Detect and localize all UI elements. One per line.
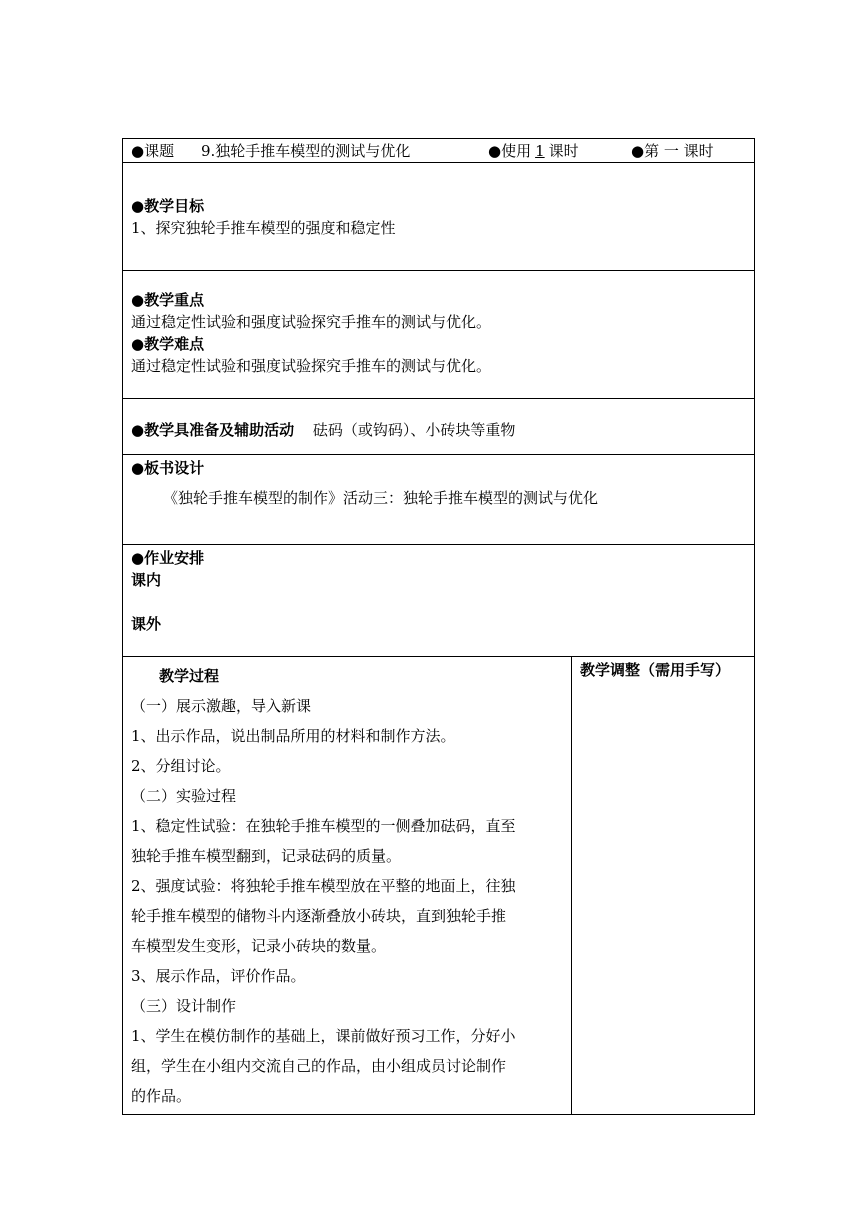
process-line: 2、强度试验：将独轮手推车模型放在平整的地面上，往独 <box>131 877 516 895</box>
process-lines <box>131 691 571 1111</box>
use-hours-value: 1 <box>535 142 545 160</box>
process-row <box>123 657 755 1115</box>
use-prefix: ●使用 <box>488 142 532 160</box>
process-heading: 教学过程 <box>159 667 220 685</box>
process-line: （二）实验过程 <box>131 787 237 805</box>
adjustment-cell <box>572 657 755 1115</box>
objectives-cell <box>123 163 755 271</box>
use-suffix: 课时 <box>548 142 579 160</box>
homework-after-class: 课外 <box>131 615 162 633</box>
homework-row <box>123 545 755 657</box>
preparation-cell <box>123 399 755 455</box>
process-line: 2、分组讨论。 <box>131 757 231 775</box>
process-line: 1、学生在模仿制作的基础上，课前做好预习工作，分好小 <box>131 1027 516 1045</box>
process-line: 1、稳定性试验：在独轮手推车模型的一侧叠加砝码，直至 <box>131 817 516 835</box>
lesson-number: ●第 一 课时 <box>631 142 714 160</box>
objective-item: 1、探究独轮手推车模型的强度和稳定性 <box>131 219 396 237</box>
objectives-heading: ●教学目标 <box>131 197 205 215</box>
lesson-plan-sheet <box>122 138 754 1115</box>
lesson-plan-table <box>122 138 755 1115</box>
board-text: 《独轮手推车模型的制作》活动三：独轮手推车模型的测试与优化 <box>163 489 599 507</box>
preparation-row <box>123 399 755 455</box>
topic-title: 9.独轮手推车模型的测试与优化 <box>201 142 411 160</box>
homework-cell <box>123 545 755 657</box>
board-cell <box>123 455 755 545</box>
process-line: 1、出示作品，说出制品所用的材料和制作方法。 <box>131 727 456 745</box>
homework-in-class: 课内 <box>131 571 162 589</box>
process-line: （三）设计制作 <box>131 997 237 1015</box>
header-row <box>123 139 755 163</box>
key-points-text: 通过稳定性试验和强度试验探究手推车的测试与优化。 <box>131 313 492 331</box>
objectives-row <box>123 163 755 271</box>
adjustment-heading: 教学调整（需用手写） <box>580 661 731 679</box>
preparation-heading: ●教学具准备及辅助活动 <box>131 421 295 439</box>
topic-label: ●课题 <box>131 142 175 160</box>
process-line: 轮手推车模型的储物斗内逐渐叠放小砖块，直到独轮手推 <box>131 907 507 925</box>
process-line: 组，学生在小组内交流自己的作品，由小组成员讨论制作 <box>131 1057 507 1075</box>
process-line: 的作品。 <box>131 1087 192 1105</box>
key-points-cell <box>123 271 755 399</box>
process-line: 车模型发生变形，记录小砖块的数量。 <box>131 937 387 955</box>
preparation-text: 砝码（或钩码）、小砖块等重物 <box>312 421 516 439</box>
process-cell <box>123 657 572 1115</box>
difficulty-heading: ●教学难点 <box>131 335 205 353</box>
header-cell <box>123 139 755 163</box>
process-line: 3、展示作品，评价作品。 <box>131 967 306 985</box>
process-line: 独轮手推车模型翻到，记录砝码的质量。 <box>131 847 402 865</box>
board-row <box>123 455 755 545</box>
process-line: （一）展示激趣，导入新课 <box>131 697 312 715</box>
homework-heading: ●作业安排 <box>131 549 205 567</box>
key-points-row <box>123 271 755 399</box>
difficulty-text: 通过稳定性试验和强度试验探究手推车的测试与优化。 <box>131 357 492 375</box>
key-points-heading: ●教学重点 <box>131 291 205 309</box>
use-hours-group <box>488 141 579 161</box>
board-heading: ●板书设计 <box>131 459 205 477</box>
